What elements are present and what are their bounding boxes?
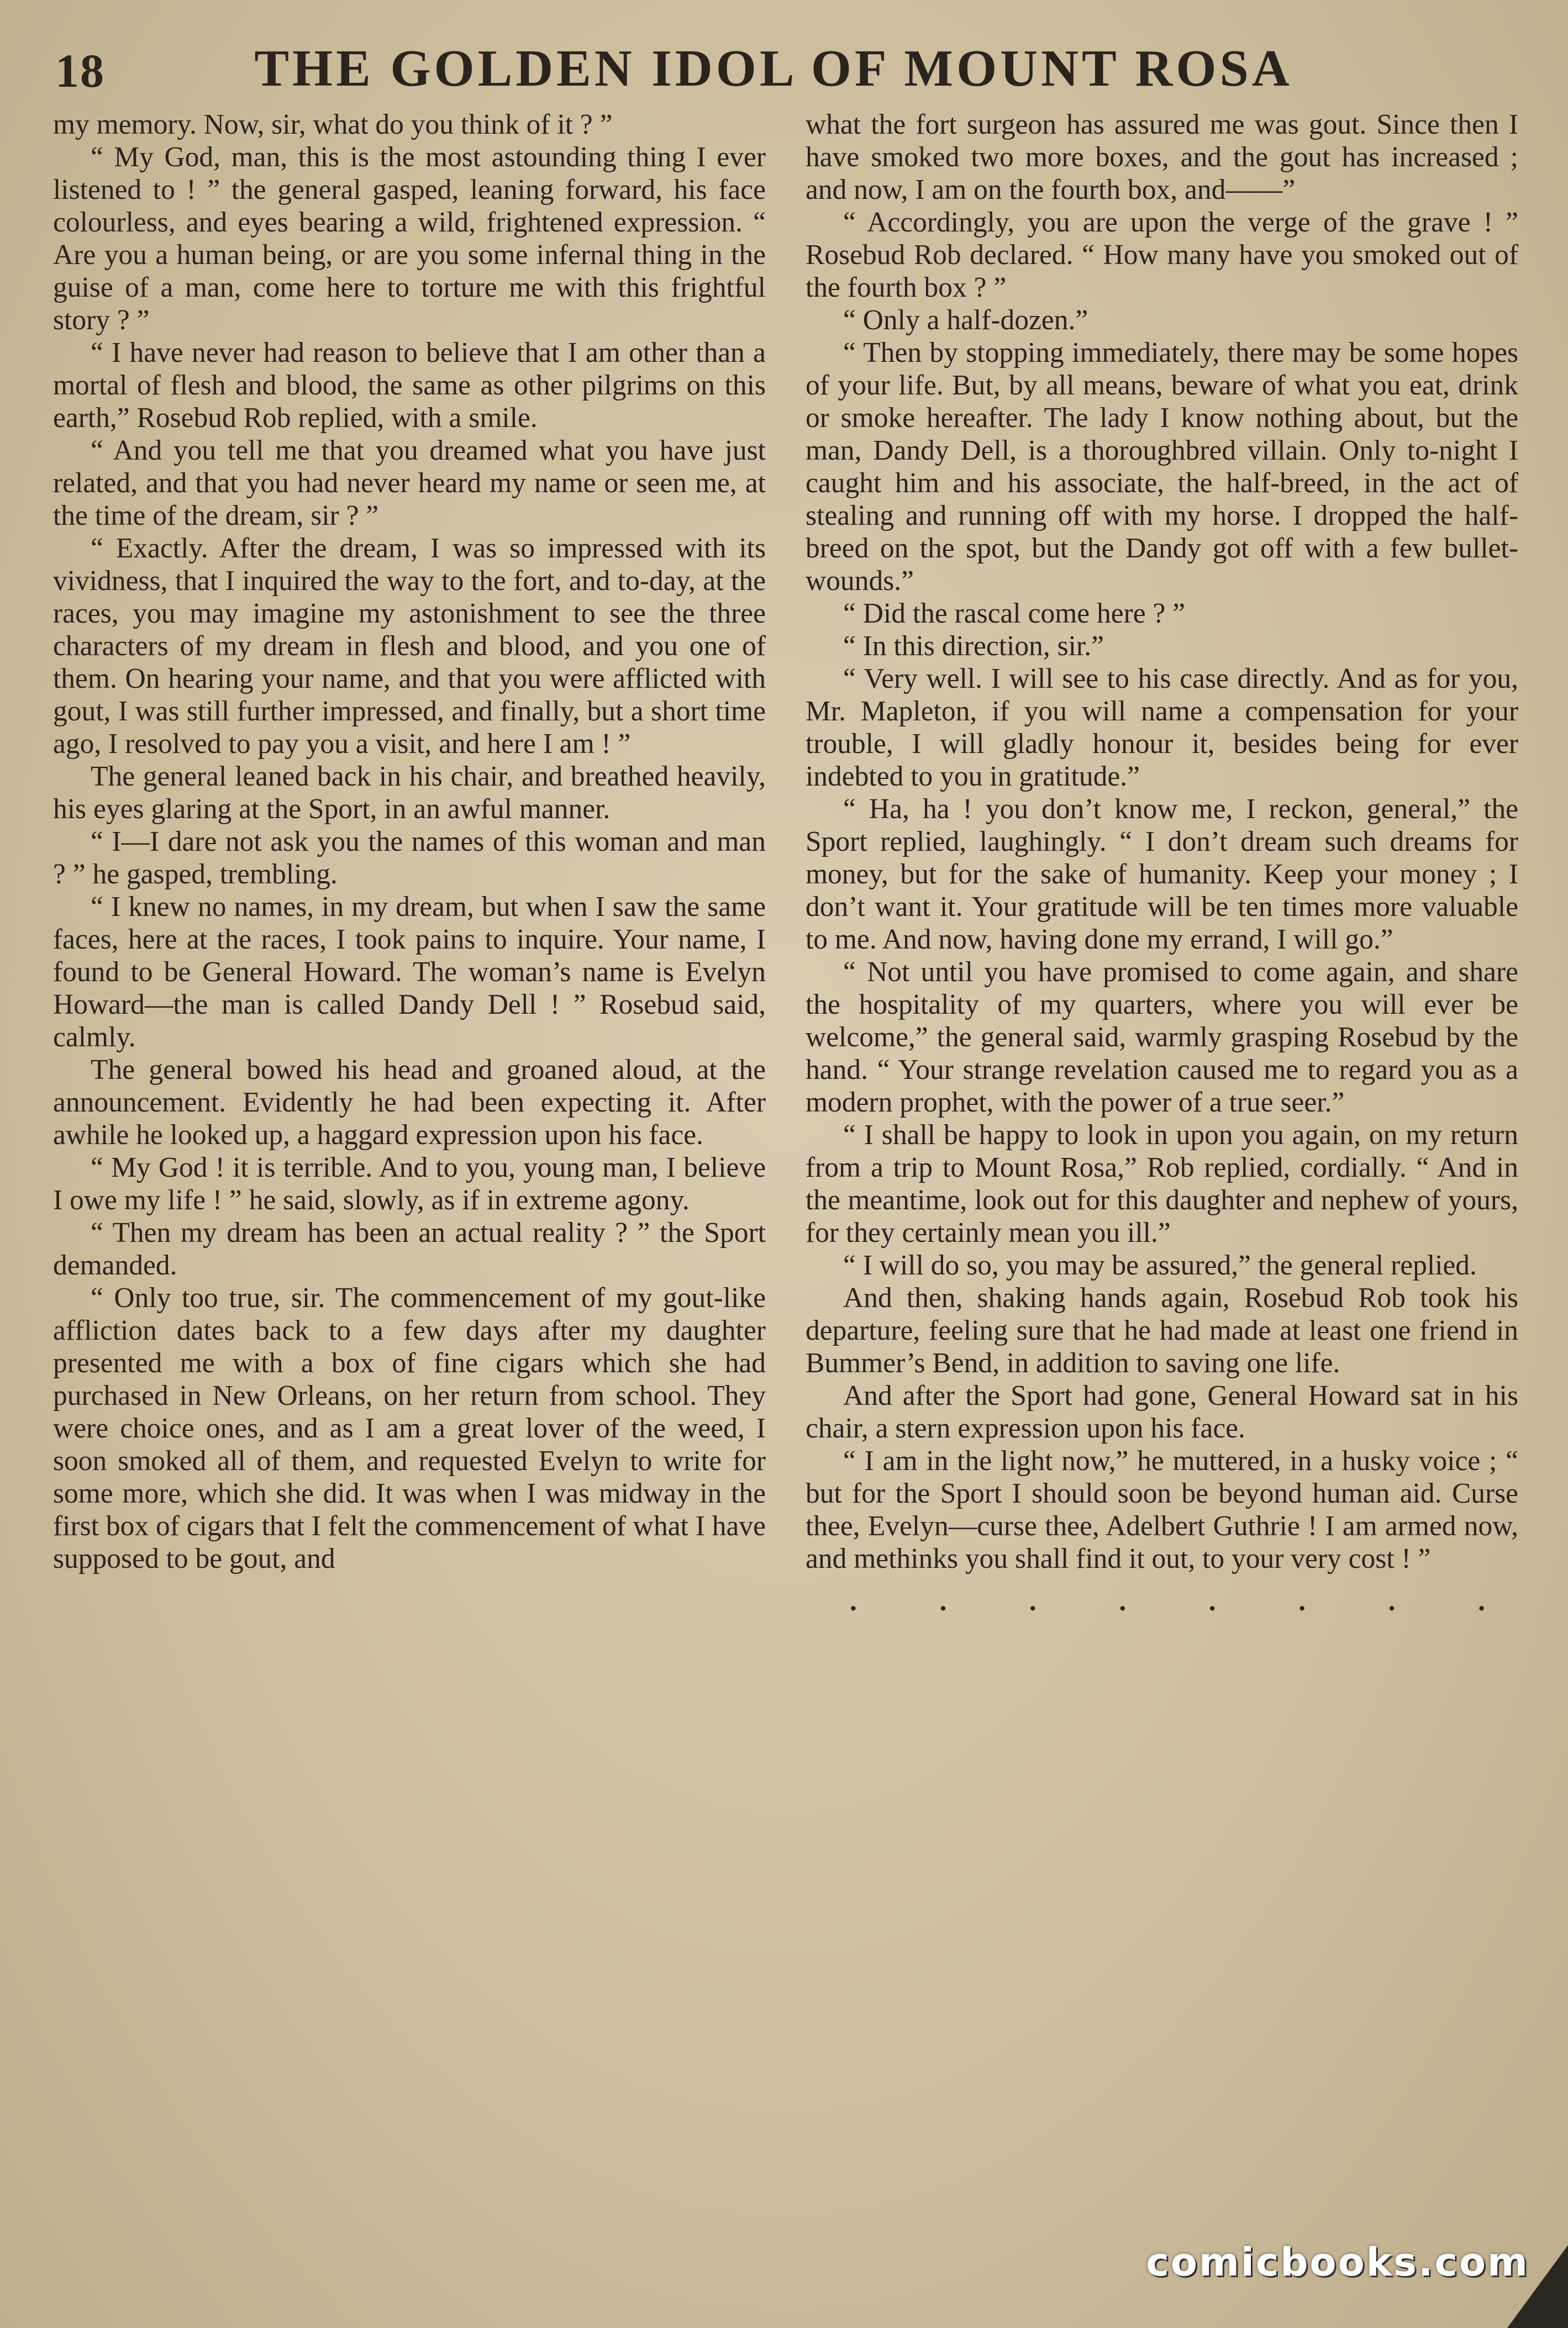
paragraph: “ I—I dare not ask you the names of this woman and man ? ” he gasped, trembling. — [53, 826, 766, 890]
page-header — [55, 33, 1525, 105]
paragraph: “ I knew no names, in my dream, but when I saw the same faces, here at the races, I took pains to inquire. Your name, I found to be General Howard. The woman’s name is Evelyn Howard—the man is called Dandy Dell ! ” Rosebud said, calmly. — [53, 891, 766, 1053]
section-break-dot: . — [1208, 1586, 1216, 1617]
paragraph: “ I have never had reason to believe that I am other than a mortal of flesh and blood, the same as other pilgrims on this earth,” Rosebud Rob replied, with a smile. — [53, 337, 766, 434]
paragraph: my memory. Now, sir, what do you think of it ? ” — [53, 109, 613, 140]
section-break-dot: . — [1388, 1586, 1396, 1617]
paragraph: And then, shaking hands again, Rosebud Rob took his departure, feeling sure that he had made at least one friend in Bummer’s Bend, in addition to saving one life. — [806, 1282, 1518, 1379]
section-break-dot: . — [939, 1586, 947, 1617]
paragraph: “ I am in the light now,” he muttered, in a husky voice ; “ but for the Sport I should soon be beyond human aid. Curse thee, Evelyn—curse thee, Adelbert Guthrie ! I am armed now, and methinks you shall find it out, to your very cost ! ” — [806, 1445, 1518, 1574]
section-break-dot: . — [850, 1586, 857, 1617]
right-text-column — [806, 108, 1518, 2235]
paragraph: “ Then my dream has been an actual reality ? ” the Sport demanded. — [53, 1217, 766, 1281]
section-break-dots — [806, 1585, 1518, 1618]
paragraph: “ Accordingly, you are upon the verge of the grave ! ” Rosebud Rob declared. “ How many have you smoked out of the fourth box ? ” — [806, 207, 1518, 303]
page-number: 18 — [55, 44, 105, 97]
paragraph: “ Not until you have promised to come again, and share the hospitality of my quarters, where you will ever be welcome,” the general said, warmly grasping Rosebud by the hand. “ Your strange revelation caused me to regard you as a modern prophet, with the power of a true seer.” — [806, 956, 1518, 1118]
section-break-dot: . — [1029, 1586, 1036, 1617]
paragraph: “ Exactly. After the dream, I was so impressed with its vividness, that I inquired the way to the fort, and to-day, at the races, you may imagine my astonishment to see the three characters of my dream in flesh and blood, and you one of them. On hearing your name, and that you were afflicted with gout, I was still further impressed, and finally, but a short time ago, I resolved to pay you a visit, and here I am ! ” — [53, 533, 766, 760]
section-break-dot: . — [1119, 1586, 1127, 1617]
paragraph: “ Then by stopping immediately, there may be some hopes of your life. But, by all means, beware of what you eat, drink or smoke hereafter. The lady I know nothing about, but the man, Dandy Dell, is a thoroughbred villain. Only to-night I caught him and his associate, the half-breed, in the act of stealing and running off with my horse. I dropped the half-breed on the spot, but the Dandy got off with a few bullet-wounds.” — [806, 337, 1518, 597]
paragraph: “ I will do so, you may be assured,” the general replied. — [843, 1250, 1477, 1281]
section-break-dot: . — [1298, 1586, 1306, 1617]
paragraph: “ And you tell me that you dreamed what you have just related, and that you had never heard my name or seen me, at the time of the dream, sir ? ” — [53, 435, 766, 531]
page-corner-fold — [1507, 2245, 1568, 2328]
paragraph: And after the Sport had gone, General Howard sat in his chair, a stern expression upon his face. — [806, 1380, 1518, 1444]
paragraph: what the fort surgeon has assured me was gout. Since then I have smoked two more boxes, and the gout has increased ; and now, I am on the fourth box, and——” — [806, 109, 1518, 206]
paragraph: “ Very well. I will see to his case directly. And as for you, Mr. Mapleton, if you will name a compensation for your trouble, I will gladly honour it, besides being for ever indebted to you in gratitude.” — [806, 663, 1518, 792]
paragraph: “ Ha, ha ! you don’t know me, I reckon, general,” the Sport replied, laughingly. “ I don’t dream such dreams for money, but for the sake of humanity. Keep your money ; I don’t want it. Your gratitude will be ten times more valuable to me. And now, having done my errand, I will go.” — [806, 793, 1518, 955]
paragraph: “ Did the rascal come here ? ” — [843, 598, 1186, 629]
running-title: THE GOLDEN IDOL OF MOUNT ROSA — [254, 40, 1293, 97]
watermark-logo: comicbooks.com — [1146, 2240, 1529, 2285]
paragraph: “ I shall be happy to look in upon you again, on my return from a trip to Mount Rosa,” Rob replied, cordially. “ And in the meantime, look out for this daughter and nephew of yours, for they certainly mean you ill.” — [806, 1119, 1518, 1249]
paragraph: “ In this direction, sir.” — [843, 630, 1104, 662]
paragraph: The general leaned back in his chair, and breathed heavily, his eyes glaring at the Sport, in an awful manner. — [53, 761, 766, 825]
paragraph: “ Only too true, sir. The commencement of my gout-like affliction dates back to a few days after my daughter presented me with a box of fine cigars which she had purchased in New Orleans, on her return from school. They were choice ones, and as I am a great lover of the weed, I soon smoked all of them, and requested Evelyn to write for some more, which she did. It was when I was midway in the first box of cigars that I felt the commencement of what I have supposed to be gout, and — [53, 1282, 766, 1574]
paragraph: The general bowed his head and groaned aloud, at the announcement. Evidently he had been expecting it. After awhile he looked up, a haggard expression upon his face. — [53, 1054, 766, 1151]
paragraph: “ My God, man, this is the most astounding thing I ever listened to ! ” the general gasped, leaning forward, his face colourless, and eyes bearing a wild, frightened expression. “ Are you a human being, or are you some infernal thing in the guise of a man, come here to torture me with this frightful story ? ” — [53, 141, 766, 336]
left-text-column — [53, 108, 766, 2235]
paragraph: “ My God ! it is terrible. And to you, young man, I believe I owe my life ! ” he said, slowly, as if in extreme agony. — [53, 1152, 766, 1216]
paragraph: “ Only a half-dozen.” — [843, 304, 1088, 336]
section-break-dot: . — [1478, 1586, 1485, 1617]
